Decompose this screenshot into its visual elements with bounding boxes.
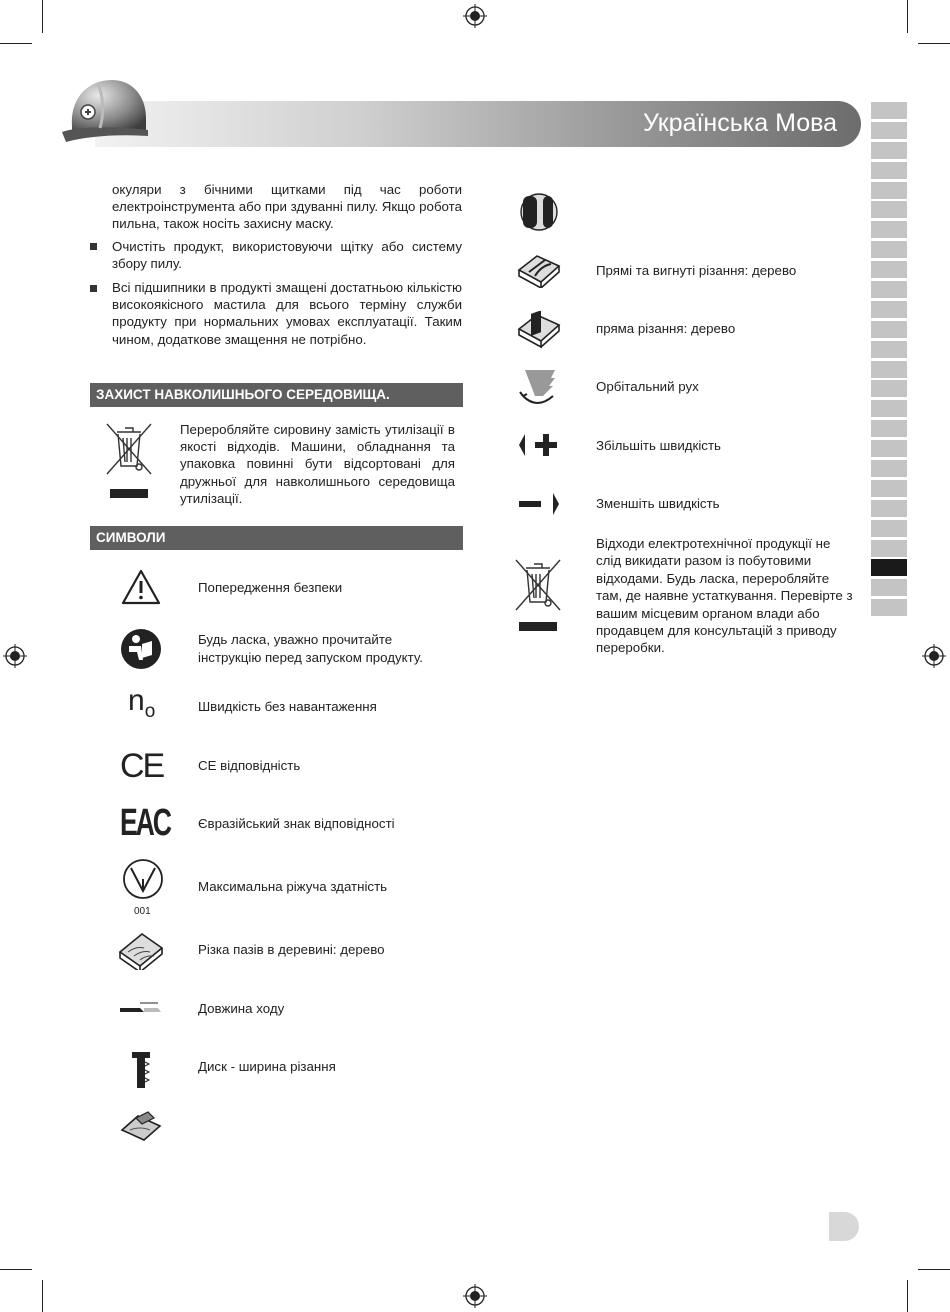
language-tab bbox=[871, 341, 907, 358]
symbol-label: Попередження безпеки bbox=[198, 580, 343, 595]
bullet-text: Очистіть продукт, використовуючи щітку або систему збору пилу. bbox=[112, 239, 462, 272]
language-tab bbox=[871, 520, 907, 537]
conformity-number: 001 bbox=[134, 906, 151, 917]
crop-mark bbox=[907, 0, 908, 33]
language-tab bbox=[871, 162, 907, 179]
language-tab bbox=[871, 540, 907, 557]
language-tab bbox=[871, 400, 907, 417]
language-tab bbox=[871, 380, 907, 397]
language-tab bbox=[871, 261, 907, 278]
read-manual-icon bbox=[120, 628, 162, 670]
symbol-label: Швидкість без навантаження bbox=[198, 699, 377, 714]
weee-bin-icon bbox=[103, 420, 155, 500]
orbital-motion-icon bbox=[517, 366, 561, 408]
symbol-label: CE відповідність bbox=[198, 758, 301, 773]
symbol-label: Будь ласка, уважно прочитайте інструкцію перед запуском продукту. bbox=[198, 632, 423, 665]
section-heading-environment: ЗАХИСТ НАВКОЛИШНЬОГО СЕРЕДОВИЩА. bbox=[90, 383, 463, 407]
wood-groove-icon bbox=[118, 930, 164, 970]
registration-mark-icon bbox=[463, 1284, 487, 1308]
language-tab bbox=[871, 182, 907, 199]
ce-mark-icon: CE bbox=[120, 747, 164, 785]
weee-bin-icon bbox=[512, 556, 564, 636]
bullet-icon bbox=[90, 243, 97, 250]
crop-mark bbox=[42, 1280, 43, 1312]
eac-mark-icon: EAC bbox=[120, 802, 170, 844]
header-banner bbox=[95, 101, 861, 147]
curved-cut-wood-icon bbox=[517, 254, 561, 288]
language-tab bbox=[871, 281, 907, 298]
language-tab bbox=[871, 321, 907, 338]
safety-helmet-icon bbox=[58, 74, 154, 150]
bevel-cut-icon bbox=[118, 1108, 164, 1144]
symbol-label: пряма різання: дерево bbox=[596, 321, 736, 336]
decrease-speed-icon bbox=[517, 491, 561, 517]
symbol-label: Різка пазів в деревині: дерево bbox=[198, 942, 385, 957]
crop-mark bbox=[0, 1269, 32, 1270]
crop-mark bbox=[918, 1269, 950, 1270]
stroke-length-icon bbox=[118, 1000, 162, 1018]
language-tab bbox=[871, 241, 907, 258]
no-load-speed-icon bbox=[128, 686, 155, 727]
language-tab bbox=[871, 420, 907, 437]
symbol-label: Диск - ширина різання bbox=[198, 1059, 336, 1074]
symbol-label: Євразійський знак відповідності bbox=[198, 816, 395, 831]
page-number-tab bbox=[829, 1212, 859, 1241]
symbol-label: Прямі та вигнуті різання: дерево bbox=[596, 263, 797, 278]
registration-mark-icon bbox=[922, 644, 946, 668]
straight-cut-wood-icon bbox=[517, 311, 561, 349]
language-tab bbox=[871, 102, 907, 119]
no-load-speed-symbol: n bbox=[128, 684, 145, 717]
weee-disposal-text: Відходи електротехнічної продукції не слід викидати разом із побутовими відходами. Будь ласка, переробляйте там, де наявне устаткування. Перевірте з вашим місцевим органом влади або продавцем для консультацій з приводу переробки. bbox=[596, 536, 853, 656]
ukrainian-conformity-icon bbox=[122, 858, 164, 906]
intro-continuation: окуляри з бічними щитками під час роботи електроінструмента або при здуванні пилу. Якщо робота пильна, також носіть захисну маску. bbox=[112, 182, 462, 232]
language-tab bbox=[871, 221, 907, 238]
crop-mark bbox=[0, 43, 32, 44]
bullet-icon bbox=[90, 285, 97, 292]
symbol-label: Орбітальний рух bbox=[596, 379, 699, 394]
language-tab bbox=[871, 599, 907, 616]
language-tabs bbox=[871, 102, 907, 619]
language-tab bbox=[871, 480, 907, 497]
symbol-label: Збільшіть швидкість bbox=[596, 438, 721, 453]
crop-mark bbox=[42, 0, 43, 33]
registration-mark-icon bbox=[463, 4, 487, 28]
language-tab bbox=[871, 460, 907, 477]
cylinder-icon bbox=[517, 190, 561, 234]
crop-mark bbox=[918, 43, 950, 44]
language-tab bbox=[871, 301, 907, 318]
language-tab bbox=[871, 440, 907, 457]
registration-mark-icon bbox=[3, 644, 27, 668]
language-tab bbox=[871, 361, 907, 378]
blade-width-icon bbox=[130, 1050, 154, 1090]
symbol-label: Зменшіть швидкість bbox=[596, 496, 720, 511]
symbol-label: Максимальна ріжуча здатність bbox=[198, 879, 388, 894]
language-tab bbox=[871, 579, 907, 596]
symbol-label: Довжина ходу bbox=[198, 1001, 285, 1016]
language-tab-active bbox=[871, 559, 907, 576]
language-tab bbox=[871, 201, 907, 218]
language-tab bbox=[871, 500, 907, 517]
page-title: Українська Мова bbox=[642, 109, 837, 137]
environment-text: Переробляйте сировину замість утилізації в якості відходів. Машини, обладнання та упаковка повинні бути відсортовані для дружньої для навколишнього середовища утилізації. bbox=[180, 422, 455, 506]
crop-mark bbox=[907, 1280, 908, 1312]
bullet-text: Всі підшипники в продукті змащені достатньою кількістю високоякісного мастила для всього терміну служби продукту при нормальних умовах експлуатації. Таким чином, додаткове змащення не потрібно. bbox=[112, 280, 462, 347]
section-heading-symbols: СИМВОЛИ bbox=[90, 526, 463, 550]
warning-triangle-icon bbox=[120, 568, 162, 606]
language-tab bbox=[871, 142, 907, 159]
increase-speed-icon bbox=[517, 432, 561, 458]
no-load-speed-subscript: o bbox=[144, 701, 156, 722]
language-tab bbox=[871, 122, 907, 139]
